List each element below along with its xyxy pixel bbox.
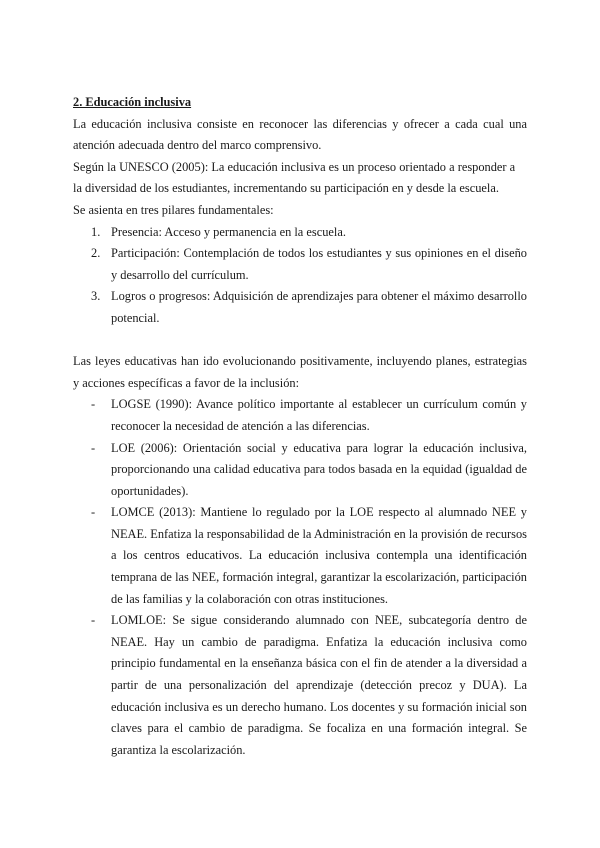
bullet-dash: -: [91, 397, 96, 412]
paragraph-spacer: [73, 330, 527, 352]
bullet-dash: -: [91, 505, 96, 520]
list-item: [73, 222, 527, 244]
list-item-text: Participación: Contemplación de todos los estudiantes y sus opiniones en el diseño y desarrollo del currículum.: [111, 246, 527, 282]
law-text-loe: LOE (2006): Orientación social y educativa para lograr la educación inclusiva, proporcionando una calidad educativa para todos basada en la equidad (igualdad de oportunidades).: [111, 440, 527, 498]
law-text-logse: LOGSE (1990): Avance político importante al establecer un currículum común y reconocer la necesidad de atención a las diferencias.: [111, 397, 527, 433]
section-heading: 2. Educación inclusiva: [73, 95, 192, 109]
list-item-text: Logros o progresos: Adquisición de aprendizajes para obtener el máximo desarrollo potencial.: [111, 289, 527, 325]
list-item: [73, 610, 527, 761]
list-item: [73, 286, 527, 329]
list-number: 1.: [91, 224, 101, 239]
bullet-dash: -: [91, 613, 96, 628]
law-text-lomce: LOMCE (2013): Mantiene lo regulado por la LOE respecto al alumnado NEE y NEAE. Enfatiza la responsabilidad de la Administración en la provisión de recursos a los centros educativos. La educación inclusiva contempla una identificación temprana de las NEE, formación integral, garantizar la escolarización, participación de las familias y la colaboración con otras instituciones.: [111, 505, 527, 606]
list-item-text: Presencia: Acceso y permanencia en la escuela.: [111, 224, 346, 239]
list-item: [73, 243, 527, 286]
intro-paragraph: La educación inclusiva consiste en reconocer las diferencias y ofrecer a cada cual una atención adecuada dentro del marco comprensivo.: [73, 116, 527, 153]
list-number: 2.: [91, 246, 101, 261]
document-page: [73, 92, 527, 761]
pillars-intro: Se asienta en tres pilares fundamentales:: [73, 202, 274, 217]
list-item: [73, 502, 527, 610]
law-text-lomloe: LOMLOE: Se sigue considerando alumnado con NEE, subcategoría dentro de NEAE. Hay un cambio de paradigma. Enfatiza la educación inclusiva como principio fundamental en la enseñanza básica con el fin de atender a la diversidad a partir de una personalización del aprendizaje (detección precoz y DUA). La educación inclusiva es un derecho humano. Los docentes y su formación inicial son claves para el cambio de paradigma. Se focaliza en una formación integral. Se garantiza la escolarización.: [111, 613, 527, 757]
pillars-list: [73, 222, 527, 330]
bullet-dash: -: [91, 440, 96, 455]
unesco-paragraph: Según la UNESCO (2005): La educación inclusiva es un proceso orientado a responder a la diversidad de los estudiantes, incrementando su participación en y desde la escuela.: [73, 159, 516, 196]
laws-intro: Las leyes educativas han ido evolucionando positivamente, incluyendo planes, estrategias y acciones específicas a favor de la inclusión:: [73, 354, 527, 390]
list-number: 3.: [91, 289, 101, 304]
list-item: [73, 438, 527, 503]
list-item: [73, 394, 527, 437]
laws-list: [73, 394, 527, 761]
